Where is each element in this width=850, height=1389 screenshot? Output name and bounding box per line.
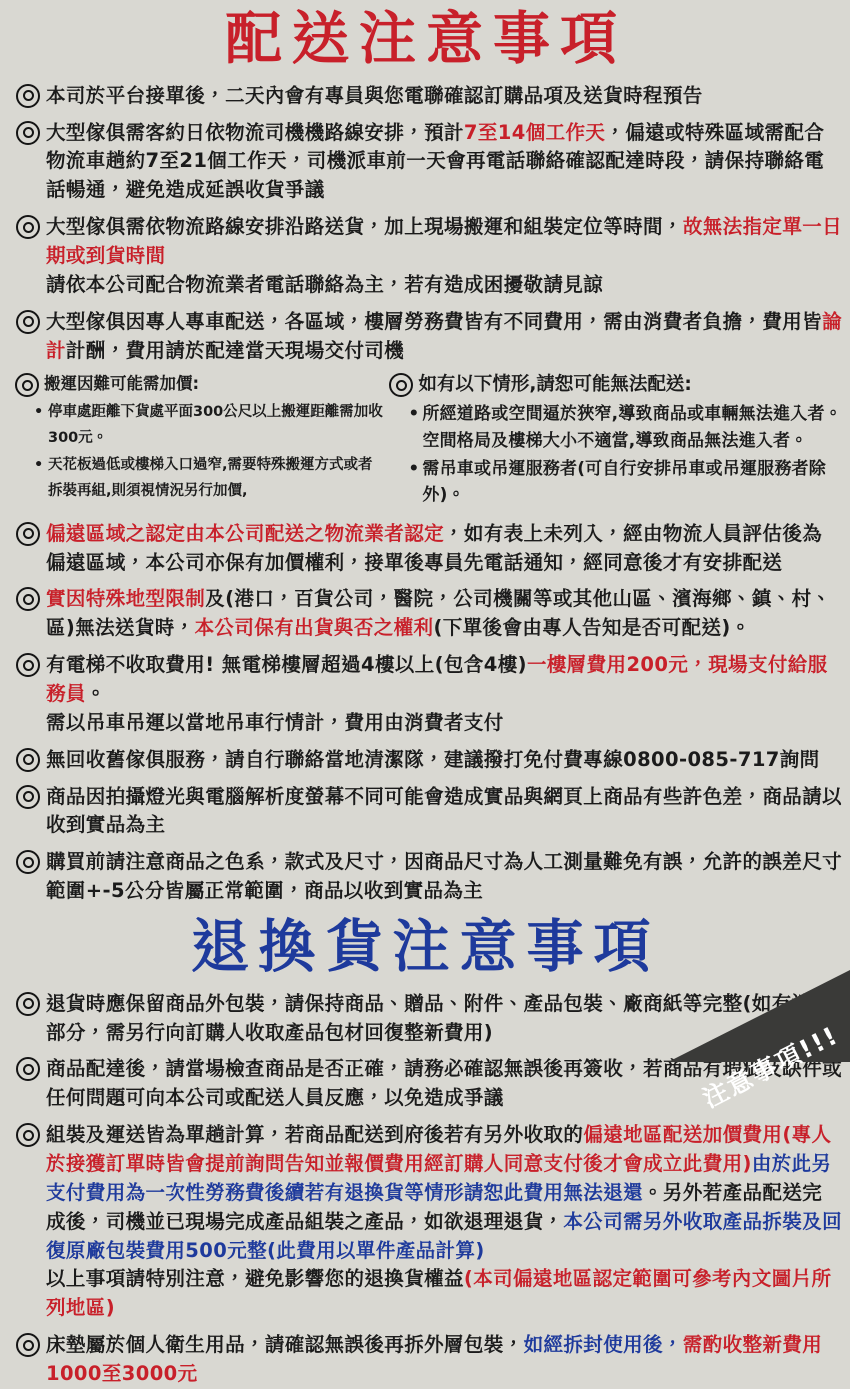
notice-text-segment: 偏遠地區配送加價費用(專人於接獲訂單時皆會提前詢問告知並報價費用經訂購人同意支付後才會成立此費用) (46, 1123, 832, 1175)
notice-text-segment: 及(港口，百貨公司，醫院，公司機關等或其他山區、濱海鄉、鎮、村、區)無法送貨時， (46, 587, 832, 640)
notice-text-segment: 論計 (46, 309, 843, 362)
notice-bullet-text (46, 81, 842, 111)
dot-bullet-icon: • (34, 404, 44, 421)
sub-bullet-text: 天花板過低或樓梯入口過窄,需要特殊搬運方式或者拆裝再組,則須視情況另行加價, (48, 457, 373, 499)
notice-text-segment: 請依本公司配合物流業者電話聯絡為主，若有造成困擾敬請見諒 (46, 272, 604, 296)
dot-bullet-icon: • (408, 404, 420, 425)
double-circle-bullet-icon (10, 650, 46, 677)
double-circle-bullet-icon (10, 847, 46, 874)
notice-bullet-item (10, 81, 842, 111)
notice-bullet-text (46, 307, 842, 366)
double-circle-bullet-icon (10, 1054, 46, 1081)
notice-bullet-item (10, 650, 842, 738)
double-circle-bullet-icon (10, 1330, 46, 1357)
notice-text-segment: 有電梯不收取費用! 無電梯樓層超過4樓以上(包含4樓) (46, 653, 527, 677)
undeliverable-note-heading (384, 372, 842, 398)
notice-bullet-item (10, 519, 842, 578)
notice-bullet-item (10, 212, 842, 300)
sub-bullet (34, 400, 384, 451)
notice-bullet-item (10, 584, 842, 643)
notice-text-segment: 需以吊車吊運以當地吊車行情計，費用由消費者支付 (46, 710, 504, 734)
moving-difficulty-note-heading (10, 372, 384, 397)
notice-bullet-text (46, 745, 842, 775)
notice-bullet-text (46, 1330, 842, 1389)
notice-bullet-text (46, 118, 842, 206)
notice-text-segment: 床墊屬於個人衛生用品，請確認無誤後再拆外層包裝， (46, 1333, 524, 1357)
notice-bullet-text (46, 782, 842, 841)
notice-text-segment: 7至14個工作天 (463, 120, 606, 144)
notice-bullet-text (46, 212, 842, 300)
double-circle-bullet-icon (10, 584, 46, 611)
moving-difficulty-note-heading-text: 搬運因難可能需加價: (44, 374, 200, 394)
notice-bullet-item (10, 307, 842, 366)
notice-text-segment: 。另外若產品配送完成後，司機並已現場完成產品組裝之產品，如欲退理退貨， (46, 1180, 823, 1233)
undeliverable-note (384, 372, 842, 510)
returns-title: 退換貨注意事項 (191, 914, 661, 980)
sub-bullet-text: 停車處距離下貨處平面300公尺以上搬運距離需加收300元。 (48, 404, 383, 446)
notice-bullet-item (10, 745, 842, 775)
notice-text-segment: 故無法指定單一日期或到貨時間 (46, 215, 843, 267)
dot-bullet-icon: • (34, 457, 44, 474)
notice-text-segment: 實因特殊地型限制 (46, 587, 206, 611)
attention-corner-ribbon (668, 970, 850, 1114)
notice-text-segment: (本司偏遠地區認定範圍可參考內文圖片所列地區) (46, 1267, 832, 1320)
notice-bullet-item (10, 1120, 842, 1323)
double-circle-bullet-icon (384, 372, 418, 397)
notice-text-segment: 偏遠區域之認定由本公司配送之物流業者認定 (46, 521, 445, 545)
notice-text-segment: 商品因拍攝燈光與電腦解析度螢幕不同可能會造成實品與網頁上商品有些許色差，商品請以收到實品為主 (46, 784, 843, 837)
notice-text-segment: 無回收舊傢俱服務，請自行聯絡當地清潔隊，建議撥打免付費專線0800-085-717詢問 (46, 747, 820, 771)
notice-bullet-text (46, 519, 842, 578)
notice-text-segment: 購買前請注意商品之色系，款式及尺寸，因商品尺寸為人工測量難免有誤，允許的誤差尺寸範圍+-5公分皆屬正常範圍，商品以收到實品為主 (46, 850, 843, 903)
notice-text-segment: 本公司需另外收取產品拆裝及回復原廠包裝費用500元整(此費用以單件產品計算) (46, 1209, 843, 1262)
sub-bullet (34, 453, 384, 504)
sub-bullet-text: 需吊車或吊運服務者(可自行安排吊車或吊運服務者除外)。 (422, 459, 826, 506)
notice-bullet-text (46, 584, 842, 643)
notice-text-segment: 本司於平台接單後，二天內會有專員與您電聯確認訂購品項及送貨時程預告 (46, 83, 703, 107)
moving-difficulty-note-sub-bullets (10, 400, 384, 504)
notice-text-segment: 組裝及運送皆為單趟計算，若商品配送到府後若有另外收取的 (46, 1123, 584, 1147)
notice-bullet-text (46, 847, 842, 906)
notice-bullet-item (10, 1330, 842, 1389)
notice-text-segment: 商品配達後，請當場檢查商品是否正確，請務必確認無誤後再簽收，若商品有瑕疵及缺件或任何問題可向本公司或配送人員反應，以免造成爭議 (46, 1057, 843, 1110)
sub-bullet (408, 401, 842, 454)
notes-columns (10, 372, 842, 510)
notice-text-segment: 需酌收整新費用1000至3000元 (46, 1333, 823, 1385)
double-circle-bullet-icon (10, 989, 46, 1016)
notice-text-segment: 計酬，費用請於配達當天現場交付司機 (65, 338, 405, 362)
undeliverable-note-sub-bullets (384, 401, 842, 508)
notice-text-segment: ，偏遠或特殊區域需配合物流車趟約7至21個工作天，司機派車前一天會再電話聯絡確認配達時段，請保持聯絡電話暢通，避免造成延誤收貨爭議 (46, 120, 825, 202)
notice-text-segment: 一樓層費用200元，現場支付給服務員 (46, 653, 828, 705)
notice-bullet-item (10, 847, 842, 906)
double-circle-bullet-icon (10, 372, 44, 397)
notice-bullet-text (46, 1120, 842, 1323)
notice-text-segment: 由於此另支付費用為一次性勞務費後續若有退換貨等情形請恕此費用無法退還 (46, 1151, 832, 1204)
notice-bullet-item (10, 118, 842, 206)
notice-text-segment: 大型傢俱需客約日依物流司機機路線安排，預計 (46, 120, 464, 144)
double-circle-bullet-icon (10, 1120, 46, 1147)
double-circle-bullet-icon (10, 519, 46, 546)
notice-text-segment: ，如有表上未列入，經由物流人員評估後為偏遠區域，本公司亦保有加價權利，接單後專員先電話通知，經同意後才有安排配送 (46, 521, 823, 574)
sub-bullet-text: 所經道路或空間逼於狹窄,導致商品或車輛無法進入者。空間格局及樓梯大小不適當,導致商品無法進入者。 (422, 404, 842, 451)
notice-text-segment: (下單後會由專人告知是否可配送)。 (433, 616, 751, 640)
notice-text-segment: 以上事項請特別注意，避免影響您的退換貨權益 (46, 1267, 464, 1291)
delivery-title: 配送注意事項 (225, 6, 627, 72)
double-circle-bullet-icon (10, 782, 46, 809)
double-circle-bullet-icon (10, 745, 46, 772)
double-circle-bullet-icon (10, 81, 46, 108)
undeliverable-note-heading-text: 如有以下情形,請恕可能無法配送: (418, 374, 692, 396)
double-circle-bullet-icon (10, 307, 46, 334)
notice-bullet-item (10, 782, 842, 841)
notice-text-segment: 退貨時應保留商品外包裝，請保持商品、贈品、附件、產品包裝、廠商紙等完整(如有遺失部分，需另行向訂購人收取產品包材回復整新費用) (46, 991, 832, 1044)
dot-bullet-icon: • (408, 459, 420, 479)
notice-text-segment: 如經拆封使用後， (523, 1333, 683, 1357)
notice-text-segment: 大型傢俱需依物流路線安排沿路送貨，加上現場搬運和組裝定位等時間， (46, 215, 683, 239)
double-circle-bullet-icon (10, 118, 46, 145)
double-circle-bullet-icon (10, 212, 46, 239)
notice-text-segment: 本公司保有出貨與否之權利 (194, 616, 434, 640)
sub-bullet (408, 456, 842, 509)
notice-bullet-text (46, 650, 842, 738)
notice-text-segment: 。 (85, 681, 106, 705)
attention-ribbon-label: 注意事項!!! (697, 1020, 844, 1114)
notice-text-segment: 大型傢俱因專人專車配送，各區域，樓層勞務費皆有不同費用，需由消費者負擔，費用皆 (46, 309, 823, 333)
delivery-notice-list (10, 81, 842, 906)
moving-difficulty-note (10, 372, 384, 510)
